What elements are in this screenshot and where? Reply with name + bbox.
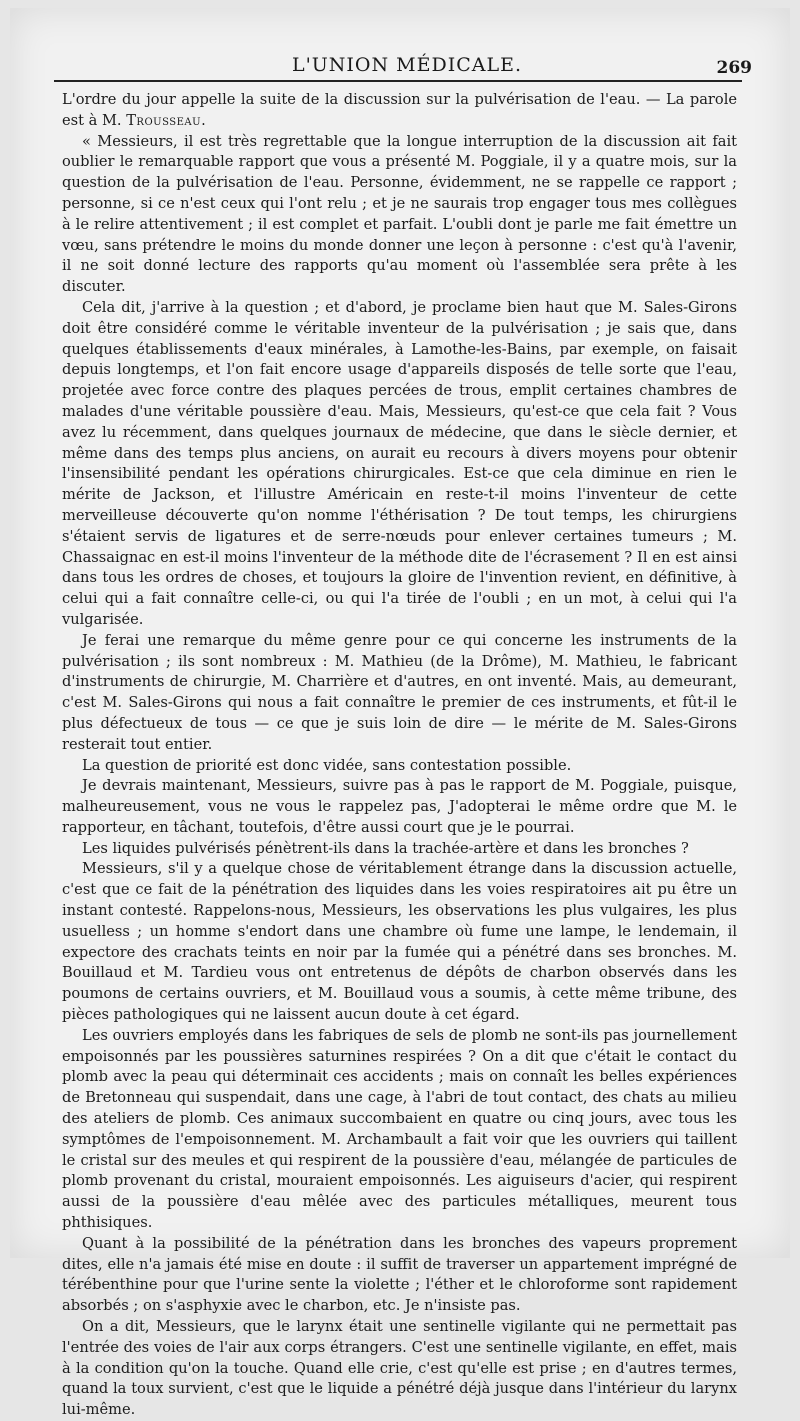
paragraph: Messieurs, s'il y a quelque chose de véritablement étrange dans la discussion actuelle, c'est que ce fait de la pénétration des liquides dans les voies respiratoires ait pu être un instant contesté. Rappelons-nous, Messieurs, les observations les plus vulgaires, les plus usuelless ; un homme s'endort dans une chambre où fume une lampe, le lendemain, il expectore des crachats teints en noir par la fumée qui a pénétré dans ses bronches. M. Bouillaud et M. Tardieu vous ont entretenus de dépôts de charbon observés dans les poumons de certains ouvriers, et M. Bouillaud vous a soumis, à cette même tribune, des pièces pathologiques qui ne laissent aucun doute à cet égard. [62, 860, 737, 1024]
paragraph: Cela dit, j'arrive à la question ; et d'abord, je proclame bien haut que M. Sales-Girons doit être considéré comme le véritable inventeur de la pulvérisation ; je sais que, dans quelques établissements d'eaux minérales, à Lamothe-les-Bains, par exemple, on faisait depuis longtemps, et l'on fait encore usage d'appareils disposés de telle sorte que l'eau, projetée avec force contre des plaques percées de trous, emplit certaines chambres de malades d'une véritable poussière d'eau. Mais, Messieurs, qu'est-ce que cela fait ? Vous avez lu récemment, dans quelques journaux de médecine, que dans le siècle dernier, et même dans des temps plus anciens, on aurait eu recours à divers moyens pour obtenir l'insensibilité pendant les opérations chirurgicales. Est-ce que cela diminue en rien le mérite de Jackson, et l'illustre Américain en reste-t-il moins l'inventeur de cette merveilleuse découverte qu'on nomme l'éthérisation ? De tout temps, les chirurgiens s'étaient servis de ligatures et de serre-nœuds pour enlever certaines tumeurs ; M. Chassaignac en est-il moins l'inventeur de la méthode dite de l'écrasement ? Il en est ainsi dans tous les ordres de choses, et toujours la gloire de l'invention revient, en définitive, à celui qui a fait connaître celle-ci, ou qui l'a tirée de l'oubli ; en un mot, à celui qui l'a vulgarisée. [62, 298, 737, 628]
speaker-name: Trousseau. [126, 111, 207, 129]
paragraph: Les ouvriers employés dans les fabriques de sels de plomb ne sont-ils pas journellement empoisonnés par les poussières saturnines respirées ? On a dit que c'était le contact du plomb avec la peau qui déterminait ces accidents ; mais on connaît les belles expériences de Bretonneau qui suspendait, dans une cage, à l'abri de tout contact, des chats au milieu des ateliers de plomb. Ces animaux succombaient en quatre ou cinq jours, avec tous les symptômes de l'empoisonnement. M. Archambault a fait voir que les ouvriers qui taillent le cristal sur des meules et qui respirent de la poussière d'eau, mélangée de particules de plomb provenant du cristal, mouraient empoisonnés. Les aiguiseurs d'acier, qui respirent aussi de la poussière d'eau mêlée avec des particules métalliques, meurent tous phthisiques. [62, 1026, 737, 1232]
intro-text: L'ordre du jour appelle la suite de la discussion sur la pulvérisation de l'eau. — La parole est à M. [62, 91, 737, 129]
paragraph: Les liquides pulvérisés pénètrent-ils dans la trachée-artère et dans les bronches ? [82, 839, 689, 857]
paragraph: « Messieurs, il est très regrettable que la longue interruption de la discussion ait fait oublier le remarquable rapport que vous a présenté M. Poggiale, il y a quatre mois, sur la question de la pulvérisation de l'eau. Personne, évidemment, ne se rappelle ce rapport ; personne, si ce n'est ceux qui l'ont relu ; et je ne saurais trop engager tous mes collègues à le relire attentivement ; il est complet et parfait. L'oubli dont je parle me fait émettre un vœu, sans prétendre le moins du monde donner une leçon à personne : c'est qu'à l'avenir, il ne soit donné lecture des rapports qu'au moment où l'assemblée sera prête à les discuter. [62, 132, 737, 296]
paragraph: Quant à la possibilité de la pénétration dans les bronches des vapeurs proprement dites, elle n'a jamais été mise en doute : il suffit de traverser un appartement imprégné de térébenthine pour que l'urine sente la violette ; l'éther et le chloroforme sont rapidement absorbés ; on s'asphyxie avec le charbon, etc. Je n'insiste pas. [62, 1234, 737, 1315]
paragraph: Je ferai une remarque du même genre pour ce qui concerne les instruments de la pulvérisation ; ils sont nombreux : M. Mathieu (de la Drôme), M. Mathieu, le fabricant d'instruments de chirurgie, M. Charrière et d'autres, en ont inventé. Mais, au demeurant, c'est M. Sales-Girons qui nous a fait connaître le premier de ces instruments, et fût-il le plus défectueux de tous — ce que je suis loin de dire — le mérite de M. Sales-Girons resterait tout entier. [62, 631, 737, 753]
paragraph: La question de priorité est donc vidée, sans contestation possible. [82, 756, 572, 774]
header-rule [54, 80, 742, 82]
page-number: 269 [716, 58, 752, 78]
article-body [62, 90, 737, 1421]
paragraph: On a dit, Messieurs, que le larynx était une sentinelle vigilante qui ne permettait pas l'entrée des voies de l'air aux corps étrangers. C'est une sentinelle vigilante, en effet, mais à la condition qu'on la touche. Quand elle crie, c'est qu'elle est prise ; en d'autres termes, quand la toux survient, c'est que le liquide a pénétré déjà jusque dans l'intérieur du larynx lui-même. [62, 1318, 737, 1419]
intro-paragraph [62, 90, 737, 132]
running-title: L'UNION MÉDICALE. [291, 54, 523, 76]
paragraph: Je devrais maintenant, Messieurs, suivre pas à pas le rapport de M. Poggiale, puisque, malheureusement, vous ne vous le rappelez pas, J'adopterai le même ordre que M. le rapporteur, en tâchant, toutefois, d'être aussi court que je le pourrai. [62, 777, 737, 836]
